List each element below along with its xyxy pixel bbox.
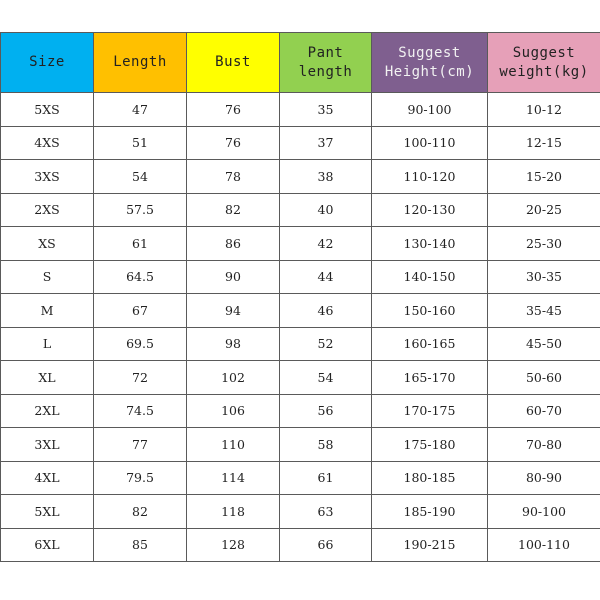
cell-length: 79.5 bbox=[94, 461, 187, 495]
cell-size: 3XS bbox=[1, 160, 94, 194]
cell-bust: 76 bbox=[187, 126, 280, 160]
cell-size: L bbox=[1, 327, 94, 361]
header-label-line: Suggest bbox=[512, 44, 576, 61]
cell-size: S bbox=[1, 260, 94, 294]
cell-suggest-height: 170-175 bbox=[372, 394, 488, 428]
cell-bust: 76 bbox=[187, 93, 280, 127]
cell-length: 85 bbox=[94, 528, 187, 562]
cell-suggest-height: 110-120 bbox=[372, 160, 488, 194]
cell-suggest-height: 100-110 bbox=[372, 126, 488, 160]
header-label-line: Height(cm) bbox=[384, 63, 475, 80]
cell-bust: 78 bbox=[187, 160, 280, 194]
cell-suggest-weight: 12-15 bbox=[488, 126, 600, 160]
cell-suggest-weight: 45-50 bbox=[488, 327, 600, 361]
table-row bbox=[1, 394, 600, 428]
table-row bbox=[1, 361, 600, 395]
cell-suggest-height: 165-170 bbox=[372, 361, 488, 395]
cell-pant-length: 66 bbox=[280, 528, 372, 562]
cell-pant-length: 38 bbox=[280, 160, 372, 194]
cell-size: 3XL bbox=[1, 428, 94, 462]
cell-pant-length: 52 bbox=[280, 327, 372, 361]
cell-bust: 86 bbox=[187, 227, 280, 261]
cell-size: 6XL bbox=[1, 528, 94, 562]
cell-suggest-height: 150-160 bbox=[372, 294, 488, 328]
table-row bbox=[1, 461, 600, 495]
cell-size: 2XS bbox=[1, 193, 94, 227]
cell-bust: 82 bbox=[187, 193, 280, 227]
cell-length: 54 bbox=[94, 160, 187, 194]
header-label-line: length bbox=[298, 63, 353, 80]
cell-pant-length: 37 bbox=[280, 126, 372, 160]
cell-bust: 118 bbox=[187, 495, 280, 529]
table-row bbox=[1, 93, 600, 127]
cell-suggest-height: 130-140 bbox=[372, 227, 488, 261]
cell-pant-length: 44 bbox=[280, 260, 372, 294]
size-chart-table bbox=[0, 32, 600, 562]
cell-size: XS bbox=[1, 227, 94, 261]
cell-size: 2XL bbox=[1, 394, 94, 428]
cell-suggest-height: 160-165 bbox=[372, 327, 488, 361]
header-label-line: weight(kg) bbox=[499, 63, 589, 80]
cell-suggest-weight: 15-20 bbox=[488, 160, 600, 194]
table-row bbox=[1, 126, 600, 160]
cell-suggest-height: 140-150 bbox=[372, 260, 488, 294]
header-length bbox=[94, 33, 187, 93]
cell-bust: 94 bbox=[187, 294, 280, 328]
cell-suggest-weight: 60-70 bbox=[488, 394, 600, 428]
cell-suggest-height: 190-215 bbox=[372, 528, 488, 562]
cell-suggest-weight: 80-90 bbox=[488, 461, 600, 495]
cell-size: 4XS bbox=[1, 126, 94, 160]
cell-bust: 110 bbox=[187, 428, 280, 462]
cell-size: 4XL bbox=[1, 461, 94, 495]
cell-pant-length: 61 bbox=[280, 461, 372, 495]
header-label-line: Length bbox=[113, 54, 167, 70]
header-label-line: Bust bbox=[215, 54, 251, 70]
cell-bust: 106 bbox=[187, 394, 280, 428]
cell-pant-length: 40 bbox=[280, 193, 372, 227]
cell-suggest-height: 120-130 bbox=[372, 193, 488, 227]
table-row bbox=[1, 327, 600, 361]
cell-pant-length: 56 bbox=[280, 394, 372, 428]
header-size bbox=[1, 33, 94, 93]
cell-bust: 114 bbox=[187, 461, 280, 495]
cell-size: 5XL bbox=[1, 495, 94, 529]
cell-bust: 98 bbox=[187, 327, 280, 361]
cell-length: 64.5 bbox=[94, 260, 187, 294]
cell-length: 51 bbox=[94, 126, 187, 160]
cell-size: 5XS bbox=[1, 93, 94, 127]
cell-suggest-height: 90-100 bbox=[372, 93, 488, 127]
cell-suggest-weight: 10-12 bbox=[488, 93, 600, 127]
header-suggest-weight bbox=[488, 33, 600, 93]
cell-length: 69.5 bbox=[94, 327, 187, 361]
cell-suggest-weight: 90-100 bbox=[488, 495, 600, 529]
table-row bbox=[1, 260, 600, 294]
header-row bbox=[1, 33, 600, 93]
cell-pant-length: 63 bbox=[280, 495, 372, 529]
cell-length: 67 bbox=[94, 294, 187, 328]
cell-length: 74.5 bbox=[94, 394, 187, 428]
table-row bbox=[1, 193, 600, 227]
cell-bust: 102 bbox=[187, 361, 280, 395]
cell-pant-length: 42 bbox=[280, 227, 372, 261]
cell-size: XL bbox=[1, 361, 94, 395]
cell-suggest-weight: 100-110 bbox=[488, 528, 600, 562]
header-label-line: Pant bbox=[307, 44, 344, 61]
cell-length: 72 bbox=[94, 361, 187, 395]
size-chart-body bbox=[1, 93, 600, 562]
cell-suggest-height: 180-185 bbox=[372, 461, 488, 495]
cell-length: 82 bbox=[94, 495, 187, 529]
header-label-line: Size bbox=[29, 54, 65, 70]
header-suggest-height bbox=[372, 33, 488, 93]
cell-size: M bbox=[1, 294, 94, 328]
cell-suggest-weight: 70-80 bbox=[488, 428, 600, 462]
cell-suggest-height: 175-180 bbox=[372, 428, 488, 462]
cell-suggest-weight: 35-45 bbox=[488, 294, 600, 328]
table-row bbox=[1, 528, 600, 562]
cell-bust: 128 bbox=[187, 528, 280, 562]
cell-length: 61 bbox=[94, 227, 187, 261]
cell-pant-length: 54 bbox=[280, 361, 372, 395]
cell-suggest-height: 185-190 bbox=[372, 495, 488, 529]
cell-bust: 90 bbox=[187, 260, 280, 294]
cell-suggest-weight: 20-25 bbox=[488, 193, 600, 227]
table-row bbox=[1, 294, 600, 328]
cell-suggest-weight: 50-60 bbox=[488, 361, 600, 395]
table-row bbox=[1, 495, 600, 529]
header-label-line: Suggest bbox=[398, 44, 461, 61]
cell-pant-length: 58 bbox=[280, 428, 372, 462]
table-row bbox=[1, 160, 600, 194]
table-row bbox=[1, 428, 600, 462]
header-pant-length bbox=[280, 33, 372, 93]
cell-length: 77 bbox=[94, 428, 187, 462]
size-chart-header bbox=[1, 33, 600, 93]
cell-suggest-weight: 25-30 bbox=[488, 227, 600, 261]
cell-suggest-weight: 30-35 bbox=[488, 260, 600, 294]
header-bust bbox=[187, 33, 280, 93]
cell-pant-length: 46 bbox=[280, 294, 372, 328]
cell-length: 47 bbox=[94, 93, 187, 127]
cell-pant-length: 35 bbox=[280, 93, 372, 127]
cell-length: 57.5 bbox=[94, 193, 187, 227]
table-row bbox=[1, 227, 600, 261]
